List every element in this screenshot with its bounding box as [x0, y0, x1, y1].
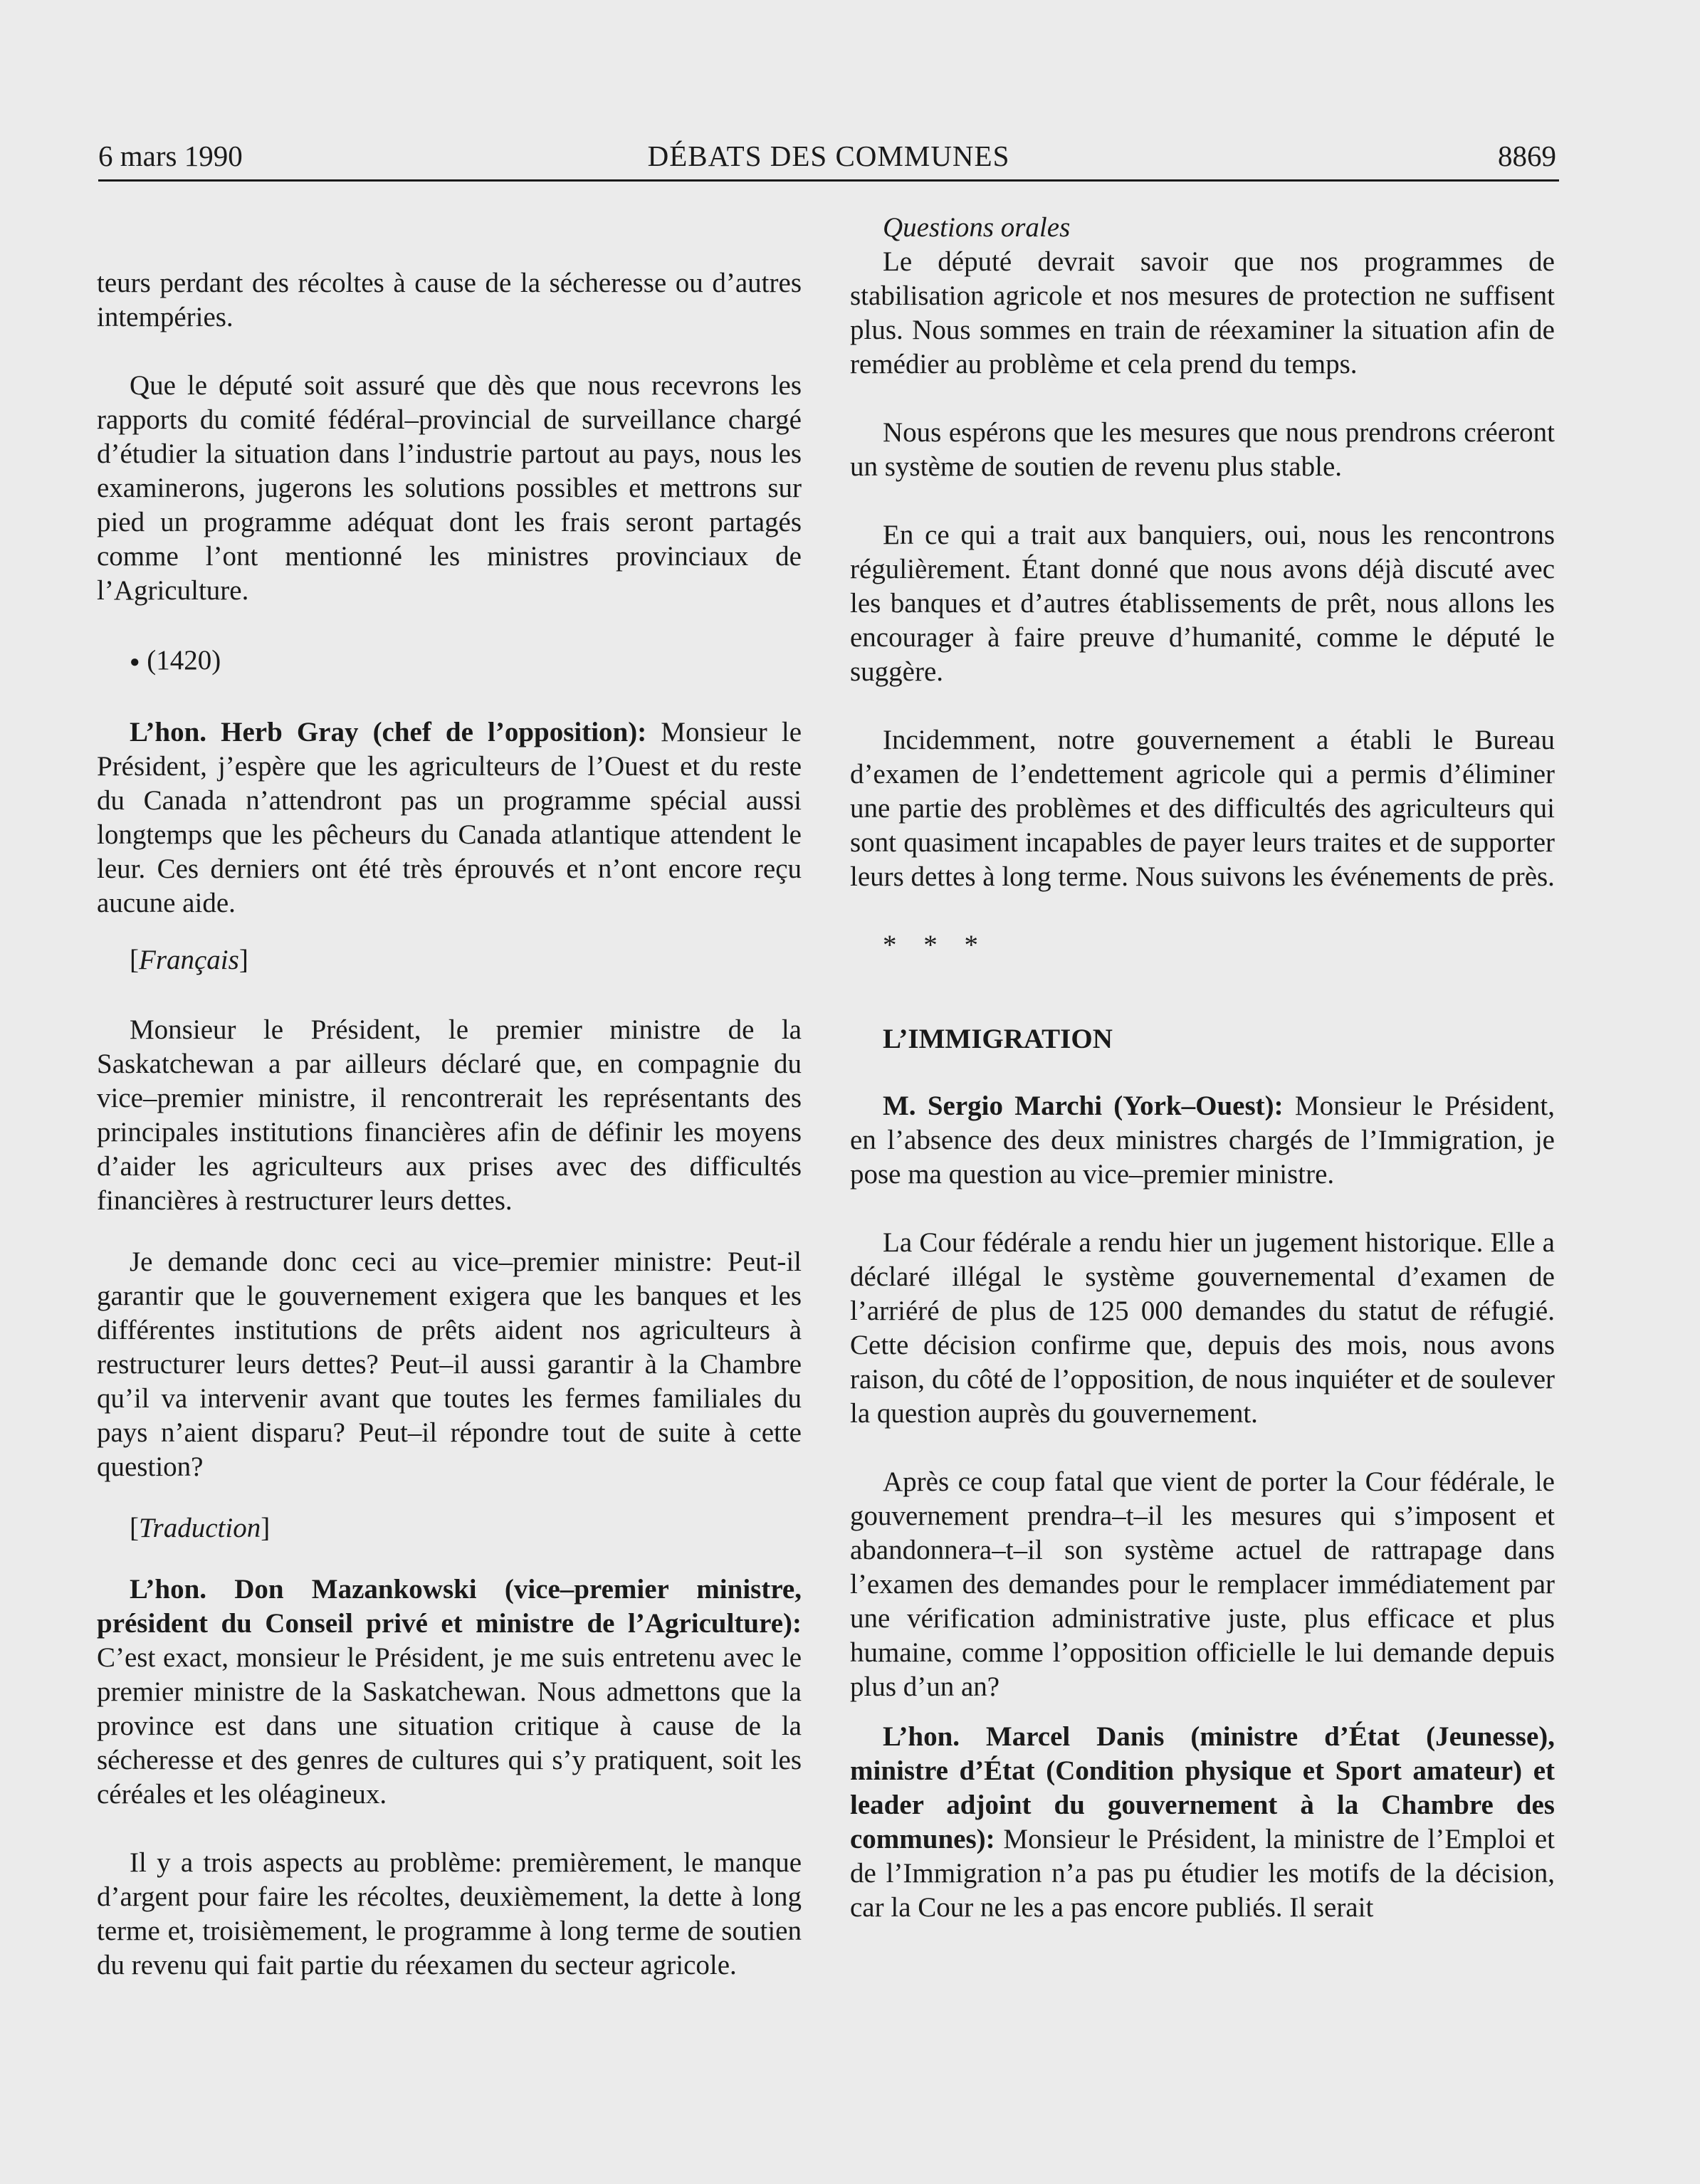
time-marker [97, 644, 802, 681]
paragraph: Je demande donc ceci au vice–premier ministre: Peut-il garantir que le gouvernement exigera que les banques et les différentes institutions de prêts aident nos agriculteurs à restructurer leurs dettes? Peut–il aussi garantir à la Chambre qu’il va intervenir avant que toutes les fermes familiales du pays n’aient disparu? Peut–il répondre tout de suite à cette question? [97, 1246, 802, 1482]
paragraph: Incidemment, notre gouvernement a établi le Bureau d’examen de l’endettement agricole qui a permis d’éliminer une partie des problèmes et des difficultés des agriculteurs qui sont quasiment incapables de payer leurs traites et de supporter leurs dettes à long terme. Nous suivons les événements de près. [850, 725, 1555, 892]
bullet-icon: ● [130, 653, 140, 671]
speaker-name: L’hon. Don Mazankowski (vice–premier ministre, président du Conseil privé et ministre de l’Agriculture): [97, 1574, 802, 1639]
language-tag: [Français] [130, 945, 248, 975]
paragraph: Il y a trois aspects au problème: premièrement, le manque d’argent pour faire les récoltes, deuxièmement, la dette à long terme et, troisièmement, le programme à long terme de soutien du revenu qui fait partie du réexamen du secteur agricole. [97, 1847, 802, 1980]
left-column [97, 211, 802, 1983]
speech-paragraph [850, 1720, 1555, 1925]
section-separator: * * * [883, 930, 988, 960]
header-title: DÉBATS DES COMMUNES [647, 140, 1010, 172]
language-tag: [Traduction] [130, 1513, 271, 1543]
language-tag-text: Français [139, 945, 239, 975]
header-date: 6 mars 1990 [98, 140, 243, 172]
speech-text: Monsieur le Président, j’espère que les agriculteurs de l’Ouest et du reste du Canada n’attendront pas un programme spécial aussi longtemps que les pêcheurs du Canada atlantique attendent le leur. Ces derniers ont été très éprouvés et n’ont encore reçu aucune aide. [97, 717, 802, 918]
language-tag-text: Traduction [139, 1513, 261, 1543]
paragraph: En ce qui a trait aux banquiers, oui, nous les rencontrons régulièrement. Étant donné que nous avons déjà discuté avec les banques et d’autres établissements de prêt, nous allons les encourager à faire preuve d’humanité, comme le député le suggère. [850, 520, 1555, 687]
section-heading: L’IMMIGRATION [883, 1024, 1113, 1054]
speaker-name: L’hon. Marcel Danis (ministre d’État (Jeunesse), ministre d’État (Condition physique et Sport amateur) et leader adjoint du gouvernement à la Chambre des communes): [850, 1721, 1555, 1854]
speech-paragraph [97, 715, 802, 920]
speech-text: C’est exact, monsieur le Président, je me suis entretenu avec le premier ministre de la Saskatchewan. Nous admettons que la province est dans une situation critique à cause de la sécheresse et des genres de cultures qui s’y pratiquent, soit les céréales et les oléagineux. [97, 1642, 802, 1810]
paragraph: Que le député soit assuré que dès que nous recevrons les rapports du comité fédéral–provincial de surveillance chargé d’étudier la situation dans l’industrie partout au pays, nous les examinerons, jugerons les solutions possibles et mettrons sur pied un programme adéquat dont les frais seront partagés comme l’ont mentionné les ministres provinciaux de l’Agriculture. [97, 370, 802, 606]
speech-paragraph [97, 1573, 802, 1812]
page-header [98, 137, 1559, 182]
speech-text: Monsieur le Président, la ministre de l’Emploi et de l’Immigration n’a pas pu étudier les motifs de la décision, car la Cour ne les a pas encore publiés. Il serait [850, 1824, 1555, 1923]
running-head: Questions orales [883, 212, 1071, 243]
paragraph: Le député devrait savoir que nos programmes de stabilisation agricole et nos mesures de protection ne suffisent plus. Nous sommes en train de réexaminer la situation afin de remédier au problème et cela prend du temps. [850, 246, 1555, 379]
time-marker-text: (1420) [147, 645, 221, 676]
paragraph: Après ce coup fatal que vient de porter la Cour fédérale, le gouvernement prendra–t–il les mesures qui s’imposent et abandonnera–t–il son système actuel de rattrapage dans l’examen des demandes pour le remplacer immédiatement par une vérification administrative juste, plus efficace et plus humaine, comme l’opposition officielle le lui demande depuis plus d’un an? [850, 1466, 1555, 1702]
paragraph: La Cour fédérale a rendu hier un jugement historique. Elle a déclaré illégal le système gouvernemental d’examen de l’arriéré de plus de 125 000 demandes du statut de réfugié. Cette décision confirme que, depuis des mois, nous avons raison, du côté de l’opposition, de nous inquiéter et de soulever la question auprès du gouvernement. [850, 1227, 1555, 1429]
paragraph: Monsieur le Président, le premier ministre de la Saskatchewan a par ailleurs déclaré que, en compagnie du vice–premier ministre, il rencontrerait les représentants des principales institutions financières afin de définir les moyens d’aider les agriculteurs aux prises avec des difficultés financières à restructurer leurs dettes. [97, 1014, 802, 1216]
paragraph: Nous espérons que les mesures que nous prendrons créeront un système de soutien de revenu plus stable. [850, 417, 1555, 482]
speaker-name: L’hon. Herb Gray (chef de l’opposition): [130, 717, 647, 747]
paragraph-continuation: teurs perdant des récoltes à cause de la sécheresse ou d’autres intempéries. [97, 268, 802, 332]
header-page-number: 8869 [1498, 140, 1556, 172]
right-column [850, 211, 1555, 1925]
speech-paragraph [850, 1089, 1555, 1192]
speaker-name: M. Sergio Marchi (York–Ouest): [883, 1091, 1284, 1121]
speech-text: Monsieur le Président, en l’absence des deux ministres chargés de l’Immigration, je pose ma question au vice–premier ministre. [850, 1091, 1555, 1190]
